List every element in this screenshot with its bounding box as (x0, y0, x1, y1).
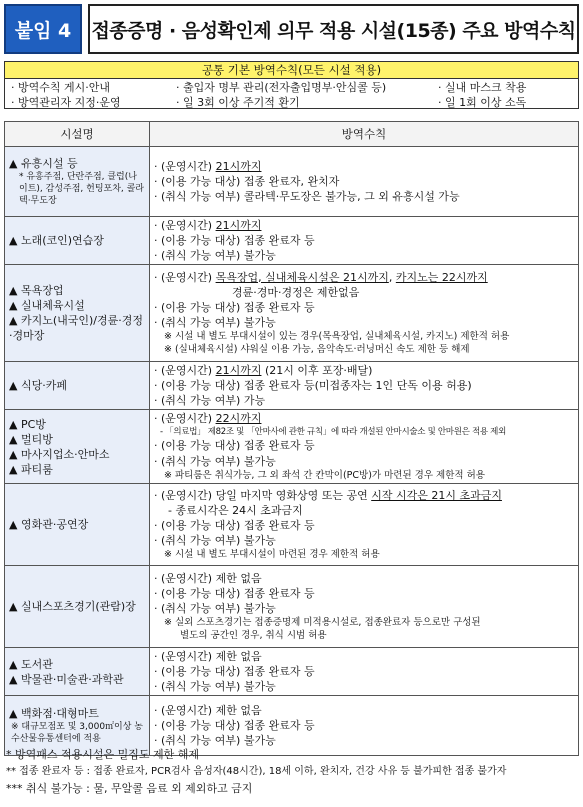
table-row (5, 362, 579, 410)
measure-line: · (취식 가능 여부) 불가능 (154, 534, 276, 548)
measures-cell (150, 217, 579, 265)
measure-note: ※ 시설 내 별도 부대시설이 마련된 경우 제한적 허용 (164, 549, 380, 561)
facility-name: ▲ 식당·카페 (9, 379, 67, 392)
measure-line: · (취식 가능 여부) 불가능 (154, 602, 276, 616)
footnote: * 방역패스 적용시설은 밀집도 제한 해제 (6, 748, 199, 761)
measure-note: ※ 파티룸은 취식가능, 그 외 좌석 간 칸막이(PC방)가 마련된 경우 제한적 허용 (164, 469, 485, 481)
measure-line: · (이용 가능 대상) 접종 완료자 등 (154, 519, 315, 532)
hours-highlight: 목욕장업, 실내체육시설은 21시까지 (215, 270, 389, 284)
facility-name: ▲ 실내체육시설 (9, 299, 85, 312)
measures-cell (150, 147, 579, 217)
common-rules-box (4, 61, 579, 109)
hours-highlight: 카지노는 22시까지 (395, 270, 488, 284)
footnote: *** 취식 불가능 : 물, 무알콜 음료 외 제외하고 금지 (6, 782, 253, 795)
facility-cell (5, 362, 150, 410)
measures-cell (150, 410, 579, 484)
measure-line: · (운영시간) 목욕장업, 실내체육시설은 21시까지, 카지노는 22시까지 (154, 270, 488, 284)
facility-note: * 유흥주점, 단란주점, 클럽(나이트), 감성주점, 헌팅포차, 콜라텍·무도장 (19, 172, 145, 206)
table-row (5, 147, 579, 217)
facility-cell (5, 217, 150, 265)
hours-highlight: 21시까지 (215, 159, 262, 173)
facility-name: ▲ 노래(코인)연습장 (9, 234, 104, 247)
hours-highlight: 21시까지 (215, 363, 262, 377)
measure-line: · (운영시간) 제한 없음 (154, 649, 262, 663)
measure-line: · (운영시간) 21시까지 (21시 이후 포장·배달) (154, 363, 373, 377)
facility-name: ▲ 도서관 (9, 657, 53, 671)
measures-cell (150, 648, 579, 696)
facility-cell (5, 484, 150, 566)
common-rules-list (5, 79, 578, 110)
table-row (5, 648, 579, 696)
measure-note: ※ (실내체육시설) 샤워실 이용 가능, 음악속도·러닝머신 속도 제한 등 해제 (164, 344, 470, 356)
common-rule: · 실내 마스크 착용 (438, 81, 527, 94)
facility-name: ▲ 파티룸 (9, 462, 53, 476)
facility-name: ▲ PC방 (9, 417, 46, 431)
facility-name: ▲ 영화관·공연장 (9, 518, 89, 531)
measure-line: · (운영시간) 제한 없음 (154, 571, 262, 585)
measure-line: 경륜·경마·경정은 제한없음 (232, 285, 360, 299)
measures-cell (150, 362, 579, 410)
table-row (5, 566, 579, 648)
measure-line: · (운영시간) 21시까지 (154, 218, 262, 232)
column-header-measures: 방역수칙 (150, 122, 579, 147)
measure-line: · (취식 가능 여부) 콜라텍·무도장은 불가능, 그 외 유흥시설 가능 (154, 190, 460, 204)
footnote: ** 접종 완료자 등 : 접종 완료자, PCR검사 음성자(48시간), 18세 이하, 완치자, 건강 사유 등 불가피한 접종 불가자 (6, 766, 507, 777)
facility-cell (5, 566, 150, 648)
page-title: 접종증명 · 음성확인제 의무 적용 시설(15종) 주요 방역수칙 (88, 4, 579, 54)
facility-note: ※ 대규모점포 및 3,000㎡이상 농수산물유통센터에 적용 (11, 722, 143, 744)
measure-line: · (이용 가능 대상) 접종 완료자 등(미접종자는 1인 단독 이용 허용) (154, 378, 472, 392)
measure-line: · (운영시간) 22시까지 (154, 412, 262, 426)
measure-line: - 종료시각은 24시 초과금지 (168, 503, 303, 517)
table-row (5, 217, 579, 265)
footnotes (6, 746, 581, 797)
facility-name: ▲ 백화점·대형마트 (9, 707, 99, 720)
column-header-facility: 시설명 (5, 122, 150, 147)
facility-name: ▲ 박물관·미술관·과학관 (9, 672, 124, 686)
measure-line: · (취식 가능 여부) 불가능 (154, 454, 276, 468)
measure-note: 별도의 공간인 경우, 취식 시범 허용 (180, 630, 327, 642)
measure-line: · (이용 가능 대상) 접종 완료자 등 (154, 301, 315, 314)
common-rule: · 일 1회 이상 소독 (438, 96, 527, 109)
header (4, 4, 579, 54)
measure-line: · (운영시간) 제한 없음 (154, 703, 262, 717)
common-rules-title: 공통 기본 방역수칙(모든 시설 적용) (5, 62, 578, 79)
measure-line: · (운영시간) 당일 마지막 영화상영 또는 공연 시작 시각은 21시 초과금지 (154, 488, 502, 502)
measure-line: · (취식 가능 여부) 불가능 (154, 734, 276, 748)
table-row (5, 410, 579, 484)
facility-cell (5, 648, 150, 696)
measure-subnote: - 「의료법」 제82조 및 「안마사에 관한 규칙」에 따라 개설된 안마시술소 및 안마원은 적용 제외 (160, 427, 506, 438)
measure-line: · (운영시간) 21시까지 (154, 159, 262, 173)
facility-name: ▲ 목욕장업 (9, 284, 64, 297)
hours-highlight: 시작 시각은 21시 초과금지 (371, 488, 502, 502)
table-row (5, 484, 579, 566)
measure-note: ※ 시설 내 별도 부대시설이 있는 경우(목욕장업, 실내체육시설, 카지노) 제한적 허용 (164, 331, 510, 343)
measure-line: · (취식 가능 여부) 불가능 (154, 249, 276, 263)
facility-rules-table (4, 121, 579, 756)
measures-cell (150, 265, 579, 362)
measure-line: · (이용 가능 대상) 접종 완료자 등 (154, 586, 315, 600)
facility-name: ▲ 유흥시설 등 (9, 157, 78, 170)
table-row (5, 265, 579, 362)
facility-name: ▲ 마사지업소·안마소 (9, 447, 110, 461)
common-rule: · 일 3회 이상 주기적 환기 (176, 96, 300, 109)
common-rule: · 출입자 명부 관리(전자출입명부·안심콜 등) (176, 81, 387, 94)
table-header-row (5, 122, 579, 147)
facility-name: ▲ 멀티방 (9, 432, 53, 446)
common-rule: · 방역관리자 지정·운영 (11, 96, 121, 109)
measure-line: · (이용 가능 대상) 접종 완료자 등 (154, 233, 315, 247)
measure-line: · (취식 가능 여부) 불가능 (154, 680, 276, 694)
measure-line: · (이용 가능 대상) 접종 완료자 등 (154, 664, 315, 678)
measures-cell (150, 566, 579, 648)
attachment-tag: 붙임 4 (4, 4, 82, 54)
measure-line: · (취식 가능 여부) 불가능 (154, 316, 276, 330)
hours-highlight: 22시까지 (215, 412, 262, 426)
measure-line: · (이용 가능 대상) 접종 완료자, 완치자 (154, 174, 340, 188)
facility-name: ▲ 카지노(내국인)/경륜·경정·경마장 (9, 314, 144, 342)
common-rule: · 방역수칙 게시·안내 (11, 81, 110, 94)
measure-line: · (이용 가능 대상) 접종 완료자 등 (154, 718, 315, 732)
facility-cell (5, 265, 150, 362)
measure-note: ※ 실외 스포츠경기는 접종증명제 미적용시설로, 접종완료자 등으로만 구성된 (164, 617, 481, 629)
facility-cell (5, 410, 150, 484)
facility-name: ▲ 실내스포츠경기(관람)장 (9, 600, 136, 613)
measure-line: · (이용 가능 대상) 접종 완료자 등 (154, 439, 315, 453)
measure-line: · (취식 가능 여부) 가능 (154, 394, 266, 408)
facility-cell (5, 147, 150, 217)
hours-highlight: 21시까지 (215, 218, 262, 232)
measures-cell (150, 484, 579, 566)
